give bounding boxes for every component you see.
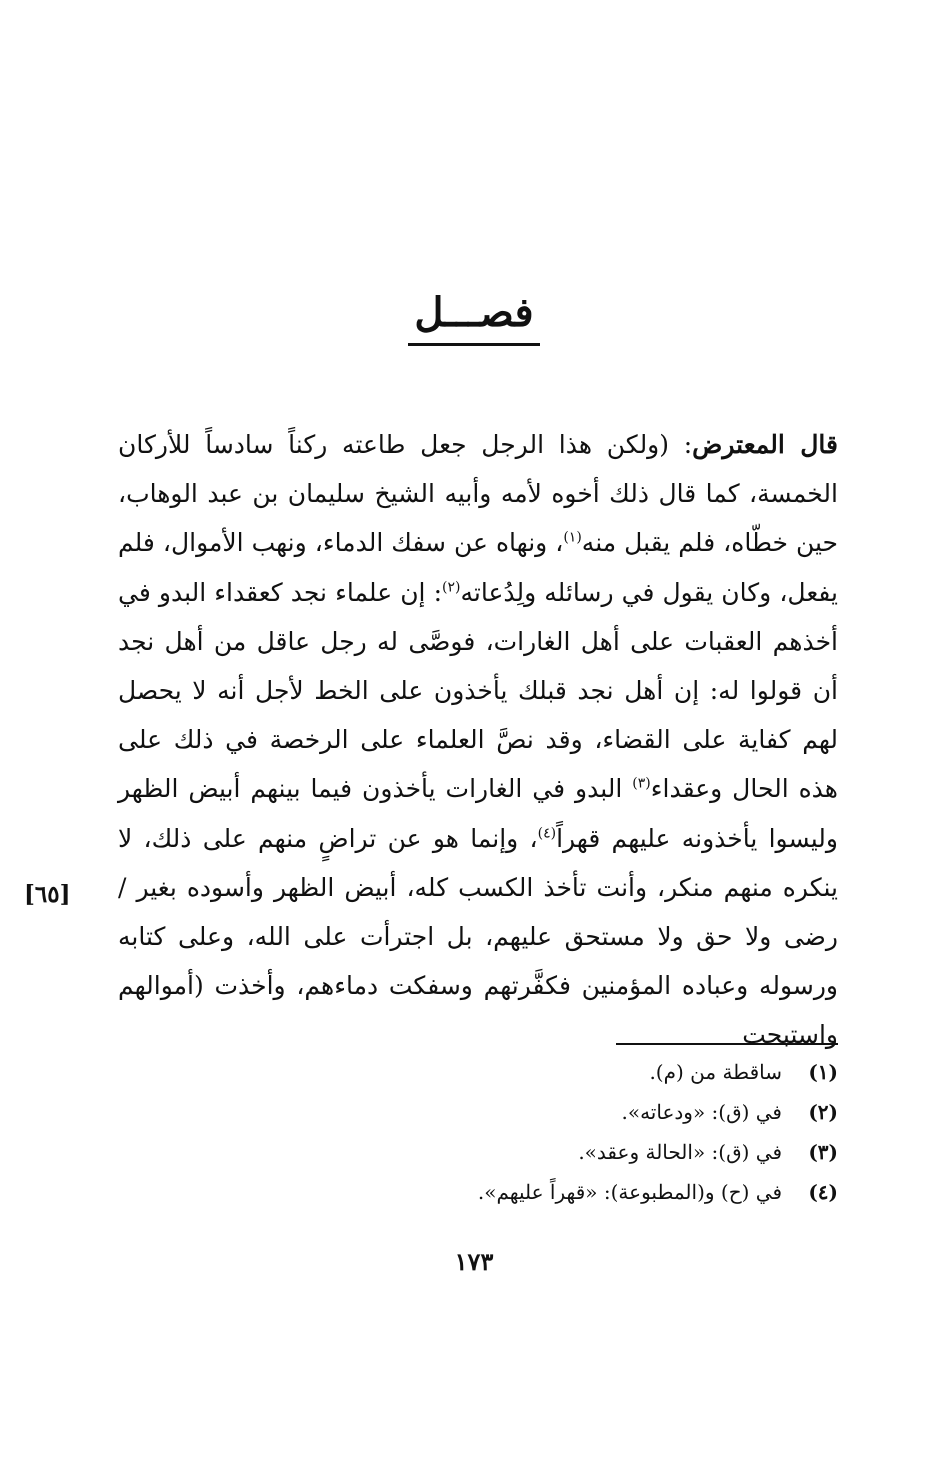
footnote-text: في (ق): «الحالة وعقد». — [578, 1140, 782, 1164]
footnote-item — [118, 1172, 838, 1212]
manuscript-page-reference: [٦٥] — [24, 881, 71, 908]
section-heading-text: فصـــل — [408, 285, 539, 346]
body-segment-4: البدو في الغارات يأخذون فيما بينهم أبيض الظهر وليسوا يأخذونه عليهم قهراً — [118, 774, 838, 853]
footnote-separator — [616, 1043, 838, 1045]
footnote-marker-3: (٣) — [632, 776, 651, 793]
section-heading — [0, 285, 948, 346]
body-paragraph — [118, 420, 838, 1060]
page-number: ١٧٣ — [454, 1247, 494, 1276]
footnotes-list — [118, 1052, 838, 1212]
footnote-number: (٣) — [808, 1140, 838, 1164]
footnote-text: ساقطة من (م). — [649, 1060, 782, 1084]
footnote-marker-2: (٢) — [442, 579, 461, 596]
footnote-number: (٤) — [808, 1180, 838, 1204]
footnote-item — [118, 1052, 838, 1092]
footnote-item — [118, 1092, 838, 1132]
footnote-number: (٢) — [808, 1100, 838, 1124]
body-segment-5: ، وإنما هو عن تراضٍ منهم على ذلك، لا ينكره منهم منكر، وأنت تأخذ الكسب كله، أبيض الظهر وأسوده بغير / رضى ولا حق ولا مستحق عليهم، بل اجترأت على الله، وعلى كتابه ورسوله وعباده المؤمنين فكفَّرتهم وسفكت دماءهم، وأخذت (أموالهم واستبحت — [118, 823, 838, 1050]
body-segment-1: : (ولكن هذا الرجل جعل طاعته ركناً سادساً للأركان الخمسة، كما قال ذلك أخوه لأمه وأبيه الشيخ سليمان بن عبد الوهاب، حين خطّاه، فلم يقبل منه — [118, 430, 838, 558]
footnote-item — [118, 1132, 838, 1172]
footnote-text: في (ح) و(المطبوعة): «قهراً عليهم». — [477, 1180, 782, 1204]
speaker-label: قال المعترض — [692, 430, 839, 459]
footnote-marker-1: (١) — [563, 530, 582, 547]
footnote-text: في (ق): «ودعاته». — [621, 1100, 782, 1124]
footnote-marker-4: (٤) — [537, 825, 557, 842]
body-segment-2: ، ونهاه عن سفك الدماء، ونهب الأموال، فلم يفعل، وكان يقول في رسائله ولِدُعاته — [118, 528, 838, 607]
footnote-number: (١) — [808, 1060, 838, 1084]
body-segment-3: : إن علماء نجد كعقداء البدو في أخذهم العقبات على أهل الغارات، فوصَّى له رجل عاقل من أهل نجد أن قولوا له: إن أهل نجد قبلك يأخذون على الخط لأجل أنه لا يحصل لهم كفاية على القضاء، وقد نصَّ العلماء على الرخصة في ذلك على هذه الحال وعقداء — [118, 577, 838, 804]
